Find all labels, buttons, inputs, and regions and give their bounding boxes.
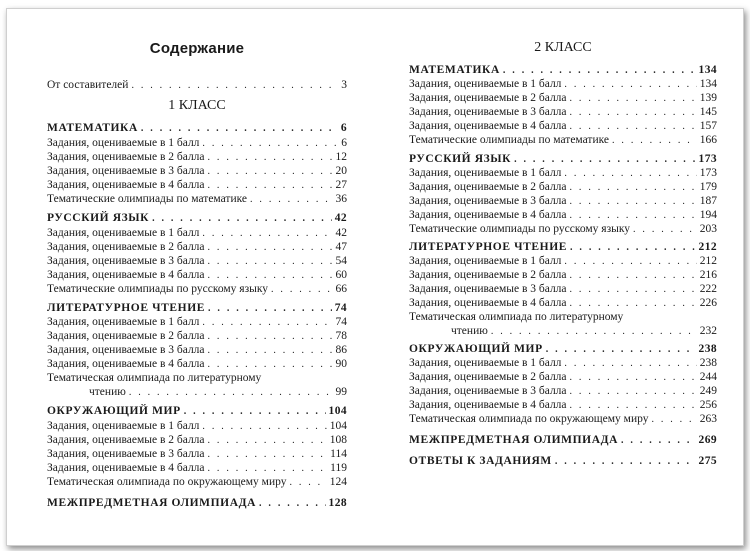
- toc-section-world[interactable]: ОКРУЖАЮЩИЙ МИР . . . 104: [47, 405, 347, 418]
- toc-section-interdisciplinary[interactable]: МЕЖПРЕДМЕТНАЯ ОЛИМПИАДА . . . 269: [409, 434, 717, 447]
- toc-entry[interactable]: Задания, оцениваемые в 3 балла . . . 145: [409, 106, 717, 119]
- toc-entry[interactable]: Задания, оцениваемые в 1 балл . . . 6: [47, 137, 347, 150]
- toc-entry-wrap[interactable]: Тематическая олимпиада по литературному: [409, 311, 624, 323]
- toc-entry[interactable]: Задания, оцениваемые в 1 балл . . . 42: [47, 227, 347, 240]
- toc-entry[interactable]: Задания, оцениваемые в 4 балла . . . 90: [47, 358, 347, 371]
- toc-entry[interactable]: Тематические олимпиады по математике . . . 166: [409, 134, 717, 147]
- toc-entry[interactable]: Задания, оцениваемые в 3 балла . . . 54: [47, 255, 347, 268]
- toc-entry[interactable]: Задания, оцениваемые в 2 балла . . . 108: [47, 434, 347, 447]
- toc-entry[interactable]: Задания, оцениваемые в 1 балл . . . 104: [47, 420, 347, 433]
- toc-entry[interactable]: Задания, оцениваемые в 4 балла . . . 256: [409, 399, 717, 412]
- toc-entry[interactable]: Задания, оцениваемые в 3 балла . . . 249: [409, 385, 717, 398]
- toc-section-math[interactable]: МАТЕМАТИКА . . . 6: [47, 122, 347, 135]
- toc-entry[interactable]: Тематическая олимпиада по окружающему миру . . . 263: [409, 413, 717, 426]
- toc-entry[interactable]: Задания, оцениваемые в 4 балла . . . 60: [47, 269, 347, 282]
- toc-entry[interactable]: Тематические олимпиады по математике . . . 36: [47, 193, 347, 206]
- toc-section-interdisciplinary[interactable]: МЕЖПРЕДМЕТНАЯ ОЛИМПИАДА . . . 128: [47, 497, 347, 510]
- toc-entry[interactable]: Задания, оцениваемые в 2 балла . . . 78: [47, 330, 347, 343]
- toc-entry[interactable]: Задания, оцениваемые в 2 балла . . . 179: [409, 181, 717, 194]
- toc-section-world[interactable]: ОКРУЖАЮЩИЙ МИР . . . 238: [409, 343, 717, 356]
- toc-entry[interactable]: Тематические олимпиады по русскому языку . . . 203: [409, 223, 717, 236]
- toc-entry-intro[interactable]: От составителей . . . 3: [47, 79, 347, 92]
- toc-entry-wrap[interactable]: Тематическая олимпиада по литературному: [47, 372, 262, 384]
- toc-entry[interactable]: Задания, оцениваемые в 4 балла . . . 226: [409, 297, 717, 310]
- toc-entry[interactable]: Задания, оцениваемые в 4 балла . . . 119: [47, 462, 347, 475]
- page-title: Содержание: [149, 40, 245, 57]
- grade-heading: 1 КЛАСС: [168, 98, 226, 113]
- toc-section-literature[interactable]: ЛИТЕРАТУРНОЕ ЧТЕНИЕ . . . 212: [409, 241, 717, 254]
- toc-section-answers[interactable]: ОТВЕТЫ К ЗАДАНИЯМ . . . 275: [409, 455, 717, 468]
- toc-entry[interactable]: Задания, оцениваемые в 3 балла . . . 86: [47, 344, 347, 357]
- toc-entry[interactable]: Задания, оцениваемые в 2 балла . . . 139: [409, 92, 717, 105]
- toc-entry[interactable]: Задания, оцениваемые в 2 балла . . . 216: [409, 269, 717, 282]
- toc-entry[interactable]: Задания, оцениваемые в 4 балла . . . 194: [409, 209, 717, 222]
- toc-section-russian[interactable]: РУССКИЙ ЯЗЫК . . . 173: [409, 153, 717, 166]
- toc-entry[interactable]: Задания, оцениваемые в 3 балла . . . 187: [409, 195, 717, 208]
- toc-entry[interactable]: Задания, оцениваемые в 4 балла . . . 157: [409, 120, 717, 133]
- toc-entry[interactable]: Задания, оцениваемые в 2 балла . . . 12: [47, 151, 347, 164]
- toc-entry[interactable]: Задания, оцениваемые в 1 балл . . . 173: [409, 167, 717, 180]
- toc-entry[interactable]: чтению . . . 232: [409, 325, 717, 338]
- toc-entry[interactable]: Задания, оцениваемые в 1 балл . . . 212: [409, 255, 717, 268]
- toc-entry[interactable]: Задания, оцениваемые в 3 балла . . . 222: [409, 283, 717, 296]
- toc-entry[interactable]: Задания, оцениваемые в 1 балл . . . 74: [47, 316, 347, 329]
- toc-section-math[interactable]: МАТЕМАТИКА . . . 134: [409, 64, 717, 77]
- toc-entry[interactable]: Задания, оцениваемые в 4 балла . . . 27: [47, 179, 347, 192]
- toc-section-russian[interactable]: РУССКИЙ ЯЗЫК . . . 42: [47, 212, 347, 225]
- toc-entry[interactable]: Тематические олимпиады по русскому языку . . . 66: [47, 283, 347, 296]
- toc-entry[interactable]: Задания, оцениваемые в 2 балла . . . 47: [47, 241, 347, 254]
- toc-entry[interactable]: Задания, оцениваемые в 3 балла . . . 114: [47, 448, 347, 461]
- toc-entry[interactable]: Задания, оцениваемые в 1 балл . . . 238: [409, 357, 717, 370]
- toc-entry[interactable]: Задания, оцениваемые в 2 балла . . . 244: [409, 371, 717, 384]
- toc-entry[interactable]: чтению . . . 99: [47, 386, 347, 399]
- toc-section-literature[interactable]: ЛИТЕРАТУРНОЕ ЧТЕНИЕ . . . 74: [47, 302, 347, 315]
- toc-entry[interactable]: Тематическая олимпиада по окружающему миру . . . 124: [47, 476, 347, 489]
- toc-entry[interactable]: Задания, оцениваемые в 3 балла . . . 20: [47, 165, 347, 178]
- book-spread: [6, 8, 744, 546]
- toc-entry[interactable]: Задания, оцениваемые в 1 балл . . . 134: [409, 78, 717, 91]
- grade-heading: 2 КЛАСС: [534, 40, 592, 55]
